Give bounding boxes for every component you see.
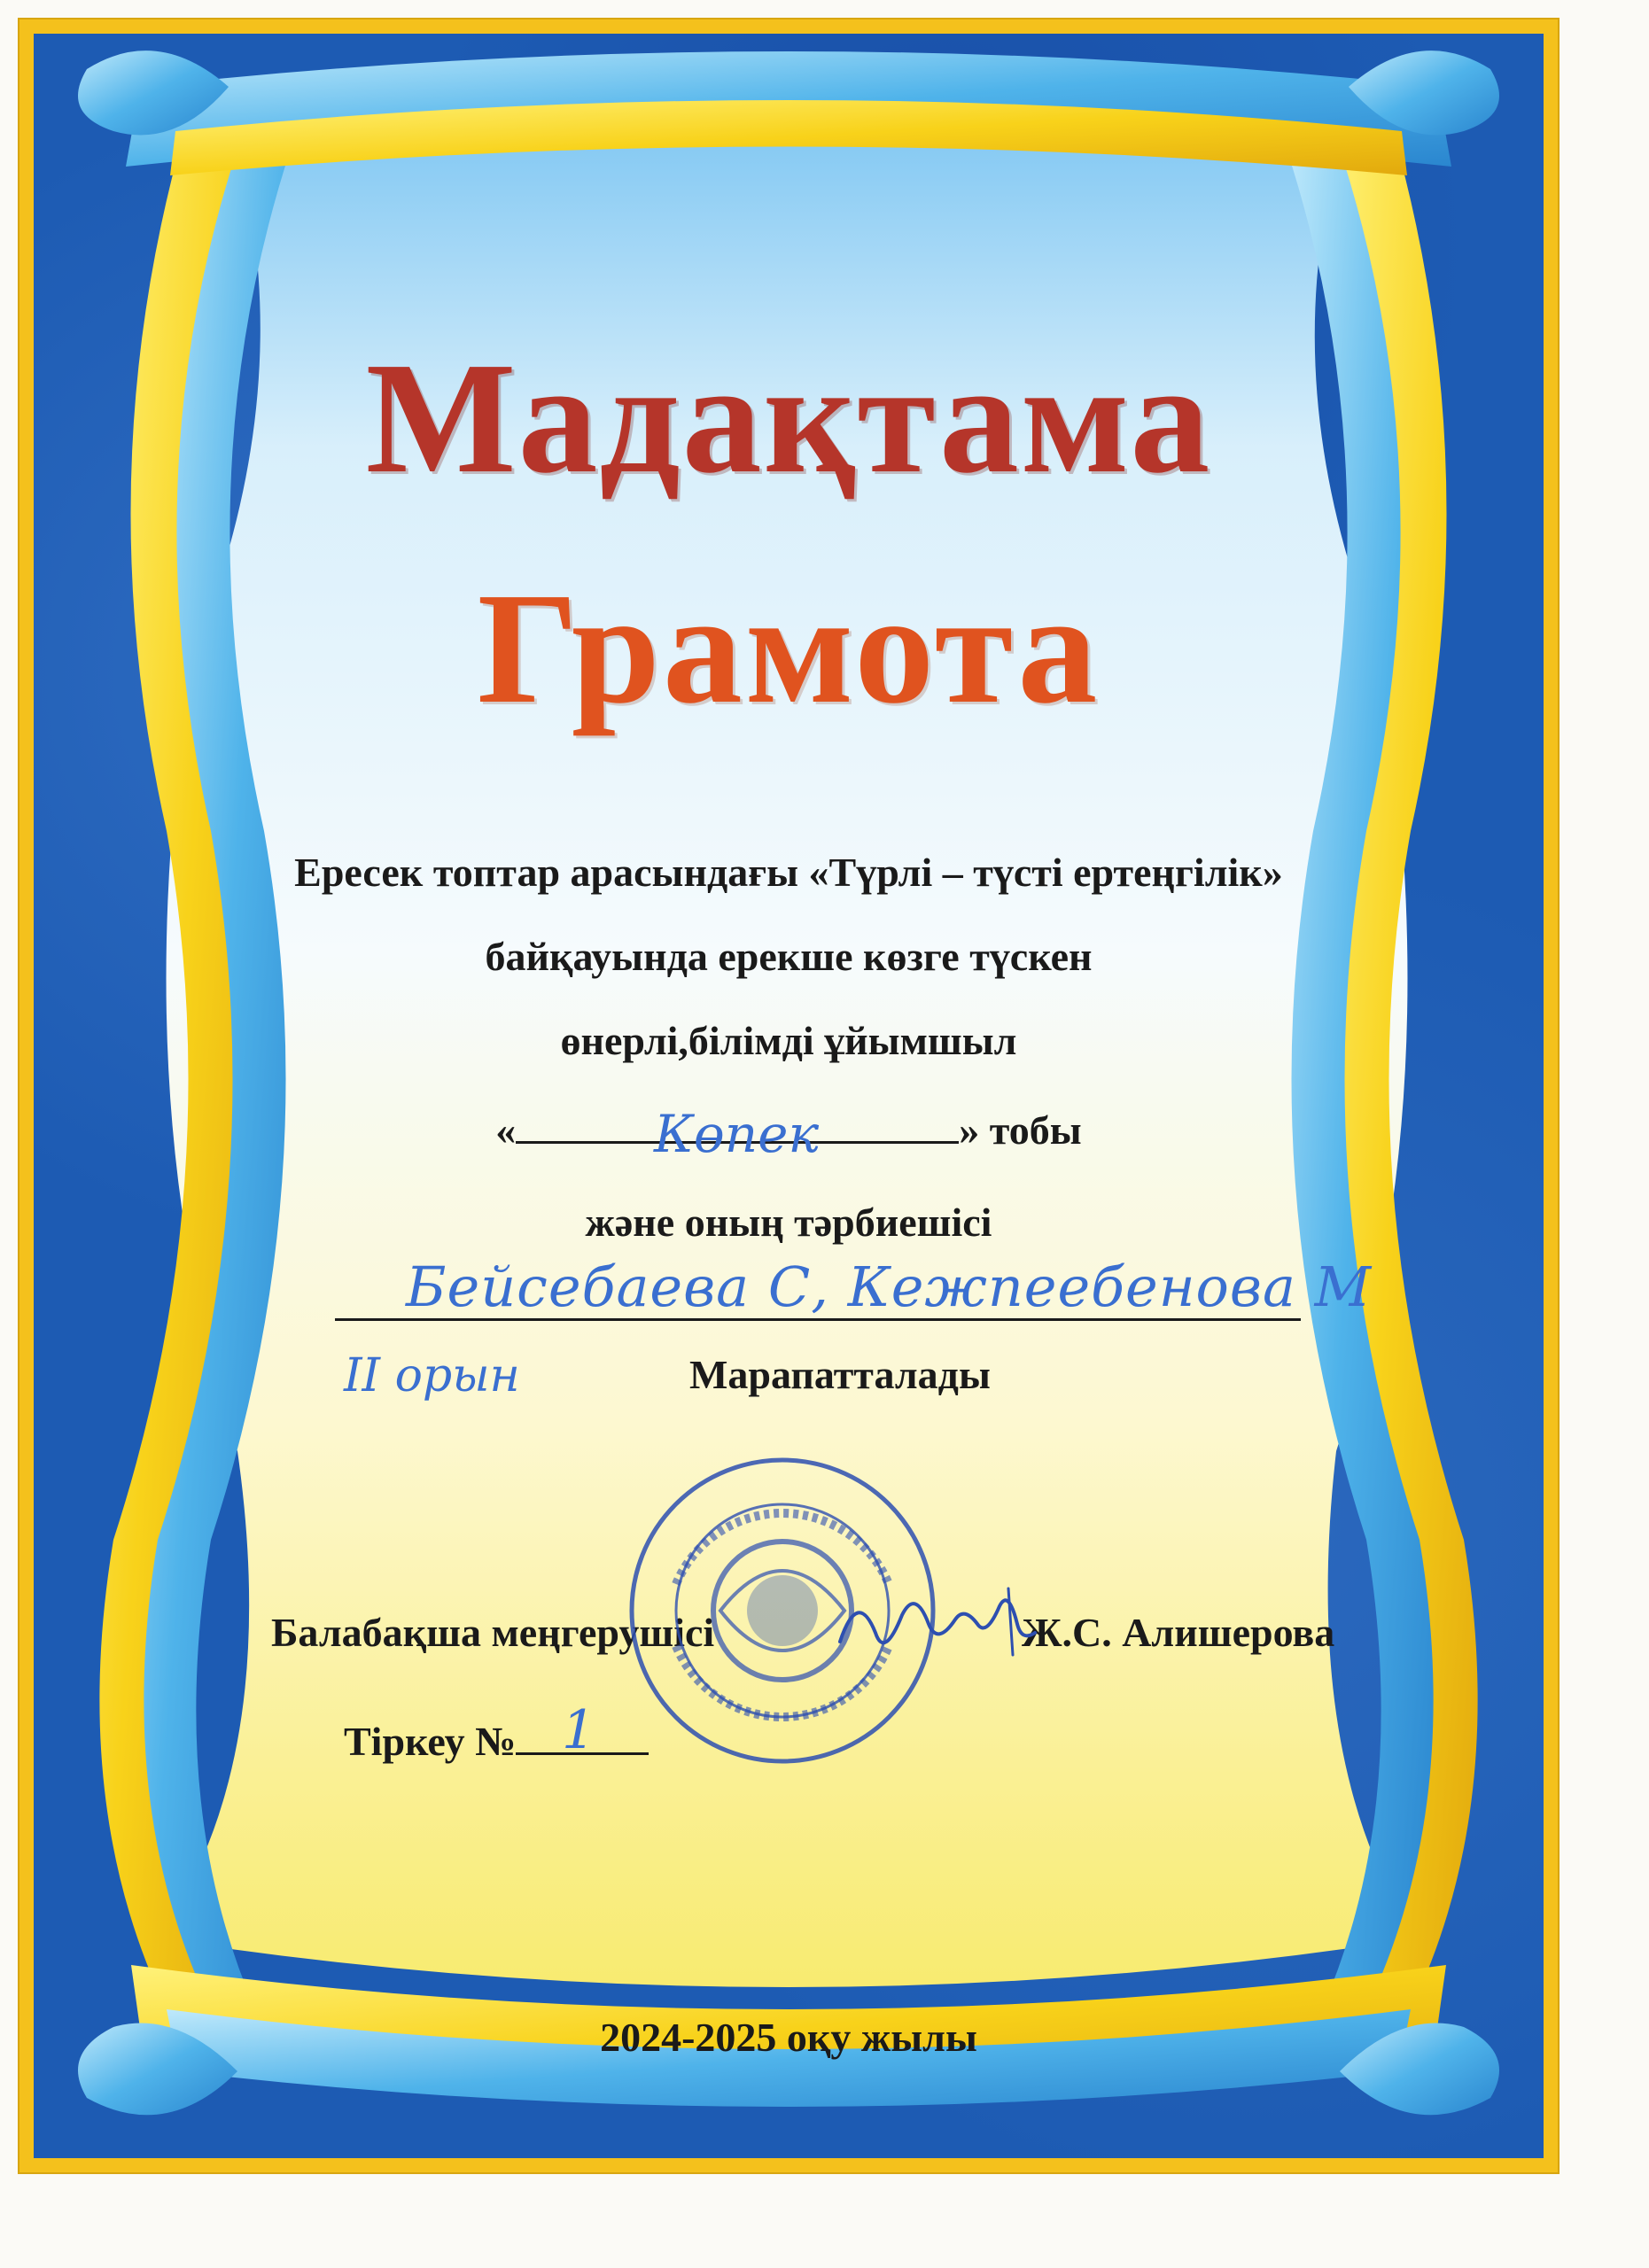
group-open-quote: « (495, 1107, 517, 1153)
handwritten-registration-number: 1 (562, 1699, 596, 1761)
group-suffix: » тобы (959, 1107, 1082, 1153)
registration-label: Тіркеу № (344, 1719, 517, 1764)
body-line-distinguished: байқауында ерекше көзге түскен (485, 934, 1093, 979)
blue-frame-background (34, 34, 1544, 2158)
awarded-text: Марапатталады (689, 1352, 991, 1397)
handwritten-group-name: Көпек (654, 1104, 820, 1164)
body-line-qualities: өнерлі,білімді ұйымшыл (560, 1018, 1017, 1063)
body-line-contest: Ересек топтар арасындағы «Түрлі – түсті ертеңгілік» (294, 850, 1283, 895)
certificate (19, 19, 1558, 2172)
director-signature (831, 1571, 1044, 1677)
handwritten-place: ІІ орын (344, 1349, 520, 1402)
signature-position: Балабақша меңгерушісі (271, 1610, 715, 1655)
certificate-content (34, 34, 1544, 2158)
certificate-title: Мадақтама (365, 330, 1212, 506)
body-line-teacher: және оның тәрбиешісі (585, 1200, 992, 1245)
handwritten-teacher-names: Бейсебаева С, Кежпеебенова М (406, 1254, 1373, 1319)
signature-name: Ж.С. Алишерова (1022, 1610, 1335, 1655)
academic-year: 2024-2025 оқу жылы (600, 2015, 977, 2060)
registration-line (344, 1717, 649, 1765)
certificate-subtitle: Грамота (477, 560, 1101, 736)
